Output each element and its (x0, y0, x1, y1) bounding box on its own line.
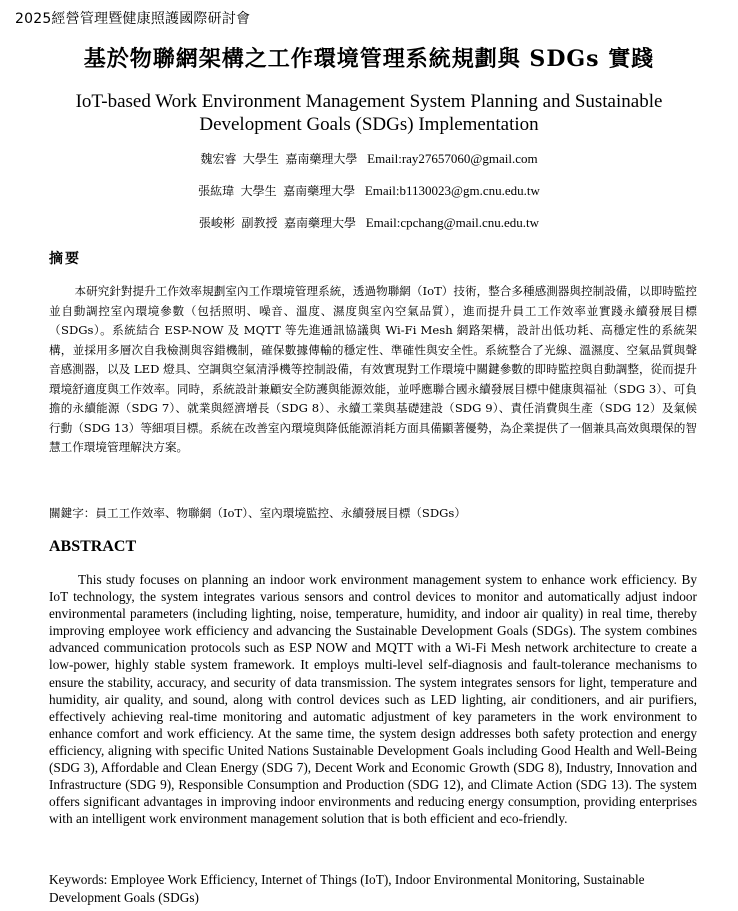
author-name: 張紘瑋 (198, 184, 235, 198)
author-line (0, 214, 738, 231)
author-affiliation: 嘉南藥理大學 (283, 216, 356, 230)
abstract-heading-chinese: 摘要 (49, 251, 81, 267)
paper-title-english: IoT-based Work Environment Management System Planning and Sustainable Development Goals (SDGs) Implementation (75, 91, 663, 135)
author-line (0, 150, 738, 167)
author-email[interactable]: Email:ray27657060@gmail.com (367, 151, 538, 166)
author-role: 大學生 (240, 184, 277, 198)
author-affiliation: 嘉南藥理大學 (285, 152, 358, 166)
author-email[interactable]: Email:b1130023@gm.cnu.edu.tw (364, 183, 540, 198)
abstract-body-chinese: 本研究針對提升工作效率規劃室內工作環境管理系統，透過物聯網（IoT）技術，整合多種感測器與控制設備，以即時監控並自動調控室內環境參數（包括照明、噪音、溫度、濕度與室內空氣品質），進而提升員工工作效率並實踐永續發展目標（SDGs）。系統結合 ESP-NOW 及 MQTT 等先進通訊協議與 Wi-Fi Mesh 網路架構，設計出低功耗、高穩定性的系統架構，並採用多層次自我檢測與容錯機制，確保數據傳輸的穩定性、準確性與安全性。系統整合了光線、溫濕度、空氣品質與聲音感測器，以及 LED 燈具、空調與空氣清淨機等控制設備，有效實現對工作環境中關鍵參數的即時監控與自動調整，從而提升環境舒適度與工作效率。同時，系統設計兼顧安全防護與能源效能，並呼應聯合國永續發展目標中健康與福祉（SDG 3）、可負擔的永續能源（SDG 7）、就業與經濟增長（SDG 8）、永續工業與基礎建設（SDG 9）、責任消費與生產（SDG 12）及氣候行動（SDG 13）等細項目標。系統在改善室內環境與降低能源消耗方面具備顯著優勢，為企業提供了一個兼具高效與環保的智慧工作環境管理解決方案。 (49, 284, 697, 454)
abstract-heading-english: ABSTRACT (49, 538, 137, 555)
author-line (0, 182, 738, 199)
keywords-chinese: 關鍵字：員工工作效率、物聯網（IoT）、室內環境監控、永續發展目標（SDGs） (49, 506, 466, 520)
conference-header: 2025經營管理暨健康照護國際研討會 (15, 11, 251, 27)
keywords-english: Keywords: Employee Work Efficiency, Internet of Things (IoT), Indoor Environmental Monitoring, Sustainable Development Goals (SDGs) (49, 872, 645, 905)
author-email[interactable]: Email:cpchang@mail.cnu.edu.tw (365, 215, 540, 230)
paper-title-chinese: 基於物聯網架構之工作環境管理系統規劃與 SDGs 實踐 (83, 46, 655, 72)
author-name: 張峻彬 (198, 216, 235, 230)
author-name: 魏宏睿 (200, 152, 237, 166)
author-role: 大學生 (242, 152, 279, 166)
author-affiliation: 嘉南藥理大學 (283, 184, 356, 198)
abstract-body-english: This study focuses on planning an indoor work environment management system to enhance work efficiency. By IoT technology, the system integrates various sensors and control devices to monitor and automatically adjust indoor environmental parameters (including lighting, noise, temperature, humidity, and indoor air quality) in real time, thereby improving employee work efficiency and advancing the Sustainable Development Goals (SDGs). The system combines advanced communication protocols such as ESP NOW and MQTT with a Wi-Fi Mesh network architecture to create a low-power, highly stable system framework. It employs multi-level self-diagnosis and fault-tolerance mechanisms to ensure the stability, accuracy, and security of data transmission. The system integrates sensors for light, temperature and humidity, air quality, and sound, along with control devices such as LED lighting, air conditioners, and air purifiers, effectively achieving real-time monitoring and automatic adjustment of key parameters in the work environment to enhance comfort and work efficiency. At the same time, the system design addresses both safety protection and energy efficiency, aligning with specific United Nations Sustainable Development Goals including Good Health and Well-Being (SDG 3), Affordable and Clean Energy (SDG 7), Decent Work and Economic Growth (SDG 8), Industry, Innovation and Infrastructure (SDG 9), Responsible Consumption and Production (SDG 12), and Climate Action (SDG 13). The system offers significant advantages in improving indoor environments and reducing energy consumption, providing enterprises with an intelligent work environment management solution that is both efficient and eco-friendly. (49, 572, 697, 827)
author-role: 副教授 (241, 216, 278, 230)
